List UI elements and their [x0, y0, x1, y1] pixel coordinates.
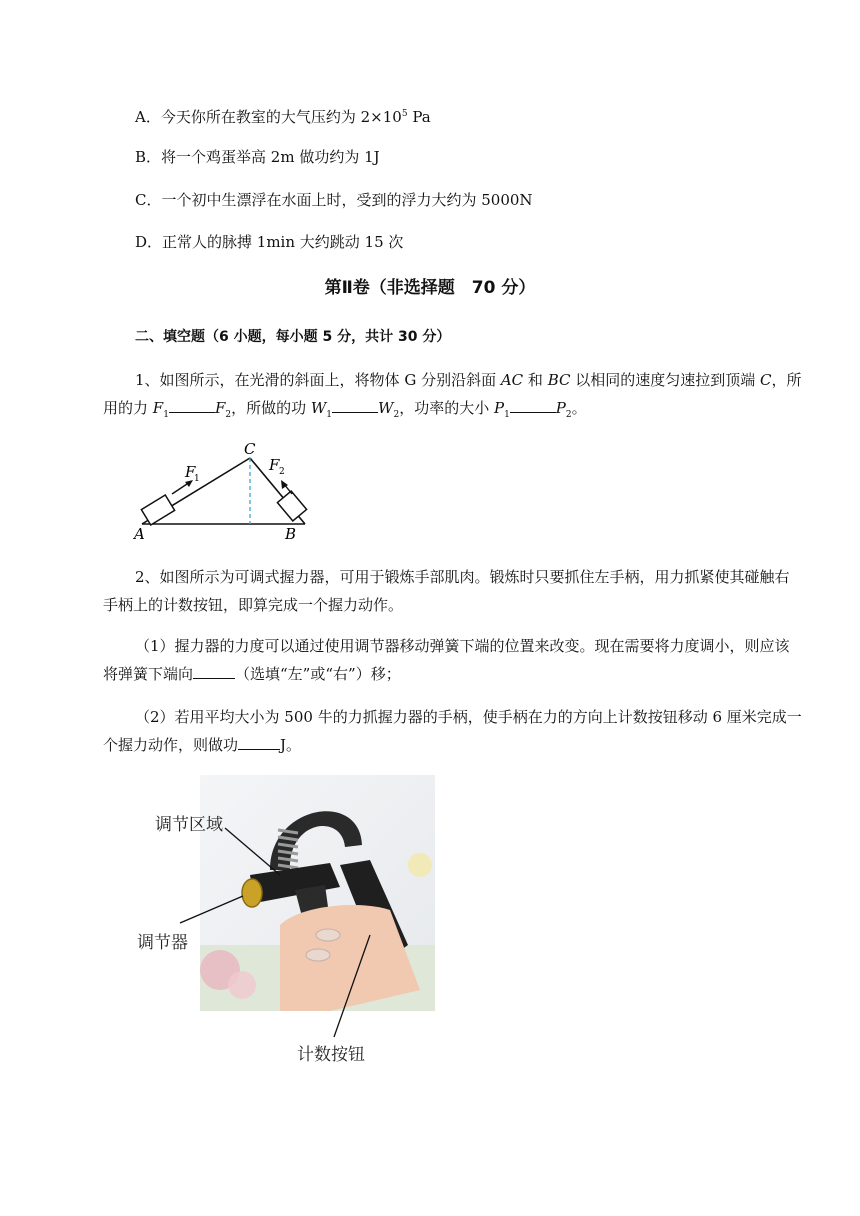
q1-text-1: 1、如图所示，在光滑的斜面上，将物体 G 分别沿斜面 [135, 371, 501, 389]
answer-blank-direction[interactable] [193, 664, 235, 679]
option-a-text: A．今天你所在教室的大气压约为 2×10 [135, 108, 402, 126]
option-a-exponent: 5 [401, 109, 408, 119]
question-2-intro: 2、如图所示为可调式握力器，可用于锻炼手部肌肉。锻炼时只要抓住左手柄，用力抓紧使其碰触右手柄上的计数按钮，即算完成一个握力动作。 [103, 568, 790, 614]
label-f2: F [269, 456, 280, 474]
q1-text-2: 和 [523, 371, 548, 389]
label-b: B [285, 525, 297, 542]
q1-var-w1: W [310, 399, 327, 417]
q1-var-ac: AC [500, 371, 524, 389]
grip-trainer-figure [130, 775, 450, 1075]
q1-sub: 1 [326, 410, 333, 420]
q1-var-p1: P [493, 399, 505, 417]
q1-sub: 1 [163, 410, 169, 420]
q1-var-w2: W [378, 399, 394, 417]
q1-text-5: ，所做的功 [231, 399, 311, 417]
option-b: B．将一个鸡蛋举高 2m 做功约为 1J [135, 148, 380, 166]
question-1 [103, 366, 803, 429]
option-a [135, 104, 431, 127]
question-2-part-1 [103, 632, 803, 688]
q1-var-f2: F [214, 399, 226, 417]
fingernail [316, 929, 340, 941]
q1-var-c: C [760, 371, 772, 389]
label-adjust-region: 调节区域 [155, 815, 223, 835]
label-adjuster: 调节器 [137, 933, 188, 953]
q2-p2-text: （2）若用平均大小为 500 牛的力抓握力器的手柄，使手柄在力的方向上计数按钮移动 6 厘米完成一个握力动作，则做功 [103, 708, 802, 754]
fingernail [306, 949, 330, 961]
label-f1: F [185, 463, 196, 481]
q1-sub: 1 [504, 410, 510, 420]
adjuster-knob [242, 879, 262, 907]
label-counter-button: 计数按钮 [297, 1045, 365, 1065]
q1-text-6: ，功率的大小 [399, 399, 494, 417]
option-a-unit: Pa [407, 108, 431, 126]
answer-blank-power[interactable] [510, 398, 556, 413]
option-c: C．一个初中生漂浮在水面上时，受到的浮力大约为 5000N [135, 191, 533, 209]
q1-sub: 2 [565, 410, 572, 420]
label-f1-sub: 1 [194, 474, 200, 484]
q1-text-4: ，所用的力 [103, 371, 802, 417]
q1-var-bc: BC [547, 371, 571, 389]
q1-sub: 2 [225, 410, 232, 420]
flower-decoration [228, 971, 256, 999]
q1-var-f1: F [152, 399, 164, 417]
q2-p1-hint: （选填“左”或“右”）移； [235, 665, 401, 683]
answer-blank-work-done[interactable] [238, 735, 280, 750]
question-2-part-2 [103, 703, 803, 759]
label-a: A [134, 525, 145, 542]
option-d: D．正常人的脉搏 1min 大约跳动 15 次 [135, 233, 404, 251]
force-arrowhead-f1 [185, 480, 193, 487]
q2-p2-unit: J。 [280, 736, 302, 754]
q1-end: 。 [571, 399, 587, 417]
incline-diagram [130, 442, 320, 542]
q1-text-3: 以相同的速度匀速拉到顶端 [570, 371, 761, 389]
label-f2-sub: 2 [279, 467, 285, 477]
part-title: 第Ⅱ卷（非选择题 70 分） [324, 278, 536, 298]
answer-blank-force[interactable] [169, 398, 215, 413]
label-c: C [244, 442, 256, 458]
q1-var-p2: P [555, 399, 566, 417]
flower-decoration [408, 853, 432, 877]
q1-sub: 2 [393, 410, 400, 420]
answer-blank-work[interactable] [332, 398, 378, 413]
q2-p1-text: （1）握力器的力度可以通过使用调节器移动弹簧下端的位置来改变。现在需要将力度调小，则应该将弹簧下端向 [103, 637, 790, 683]
section-title: 二、填空题（6 小题，每小题 5 分，共计 30 分） [135, 329, 451, 345]
